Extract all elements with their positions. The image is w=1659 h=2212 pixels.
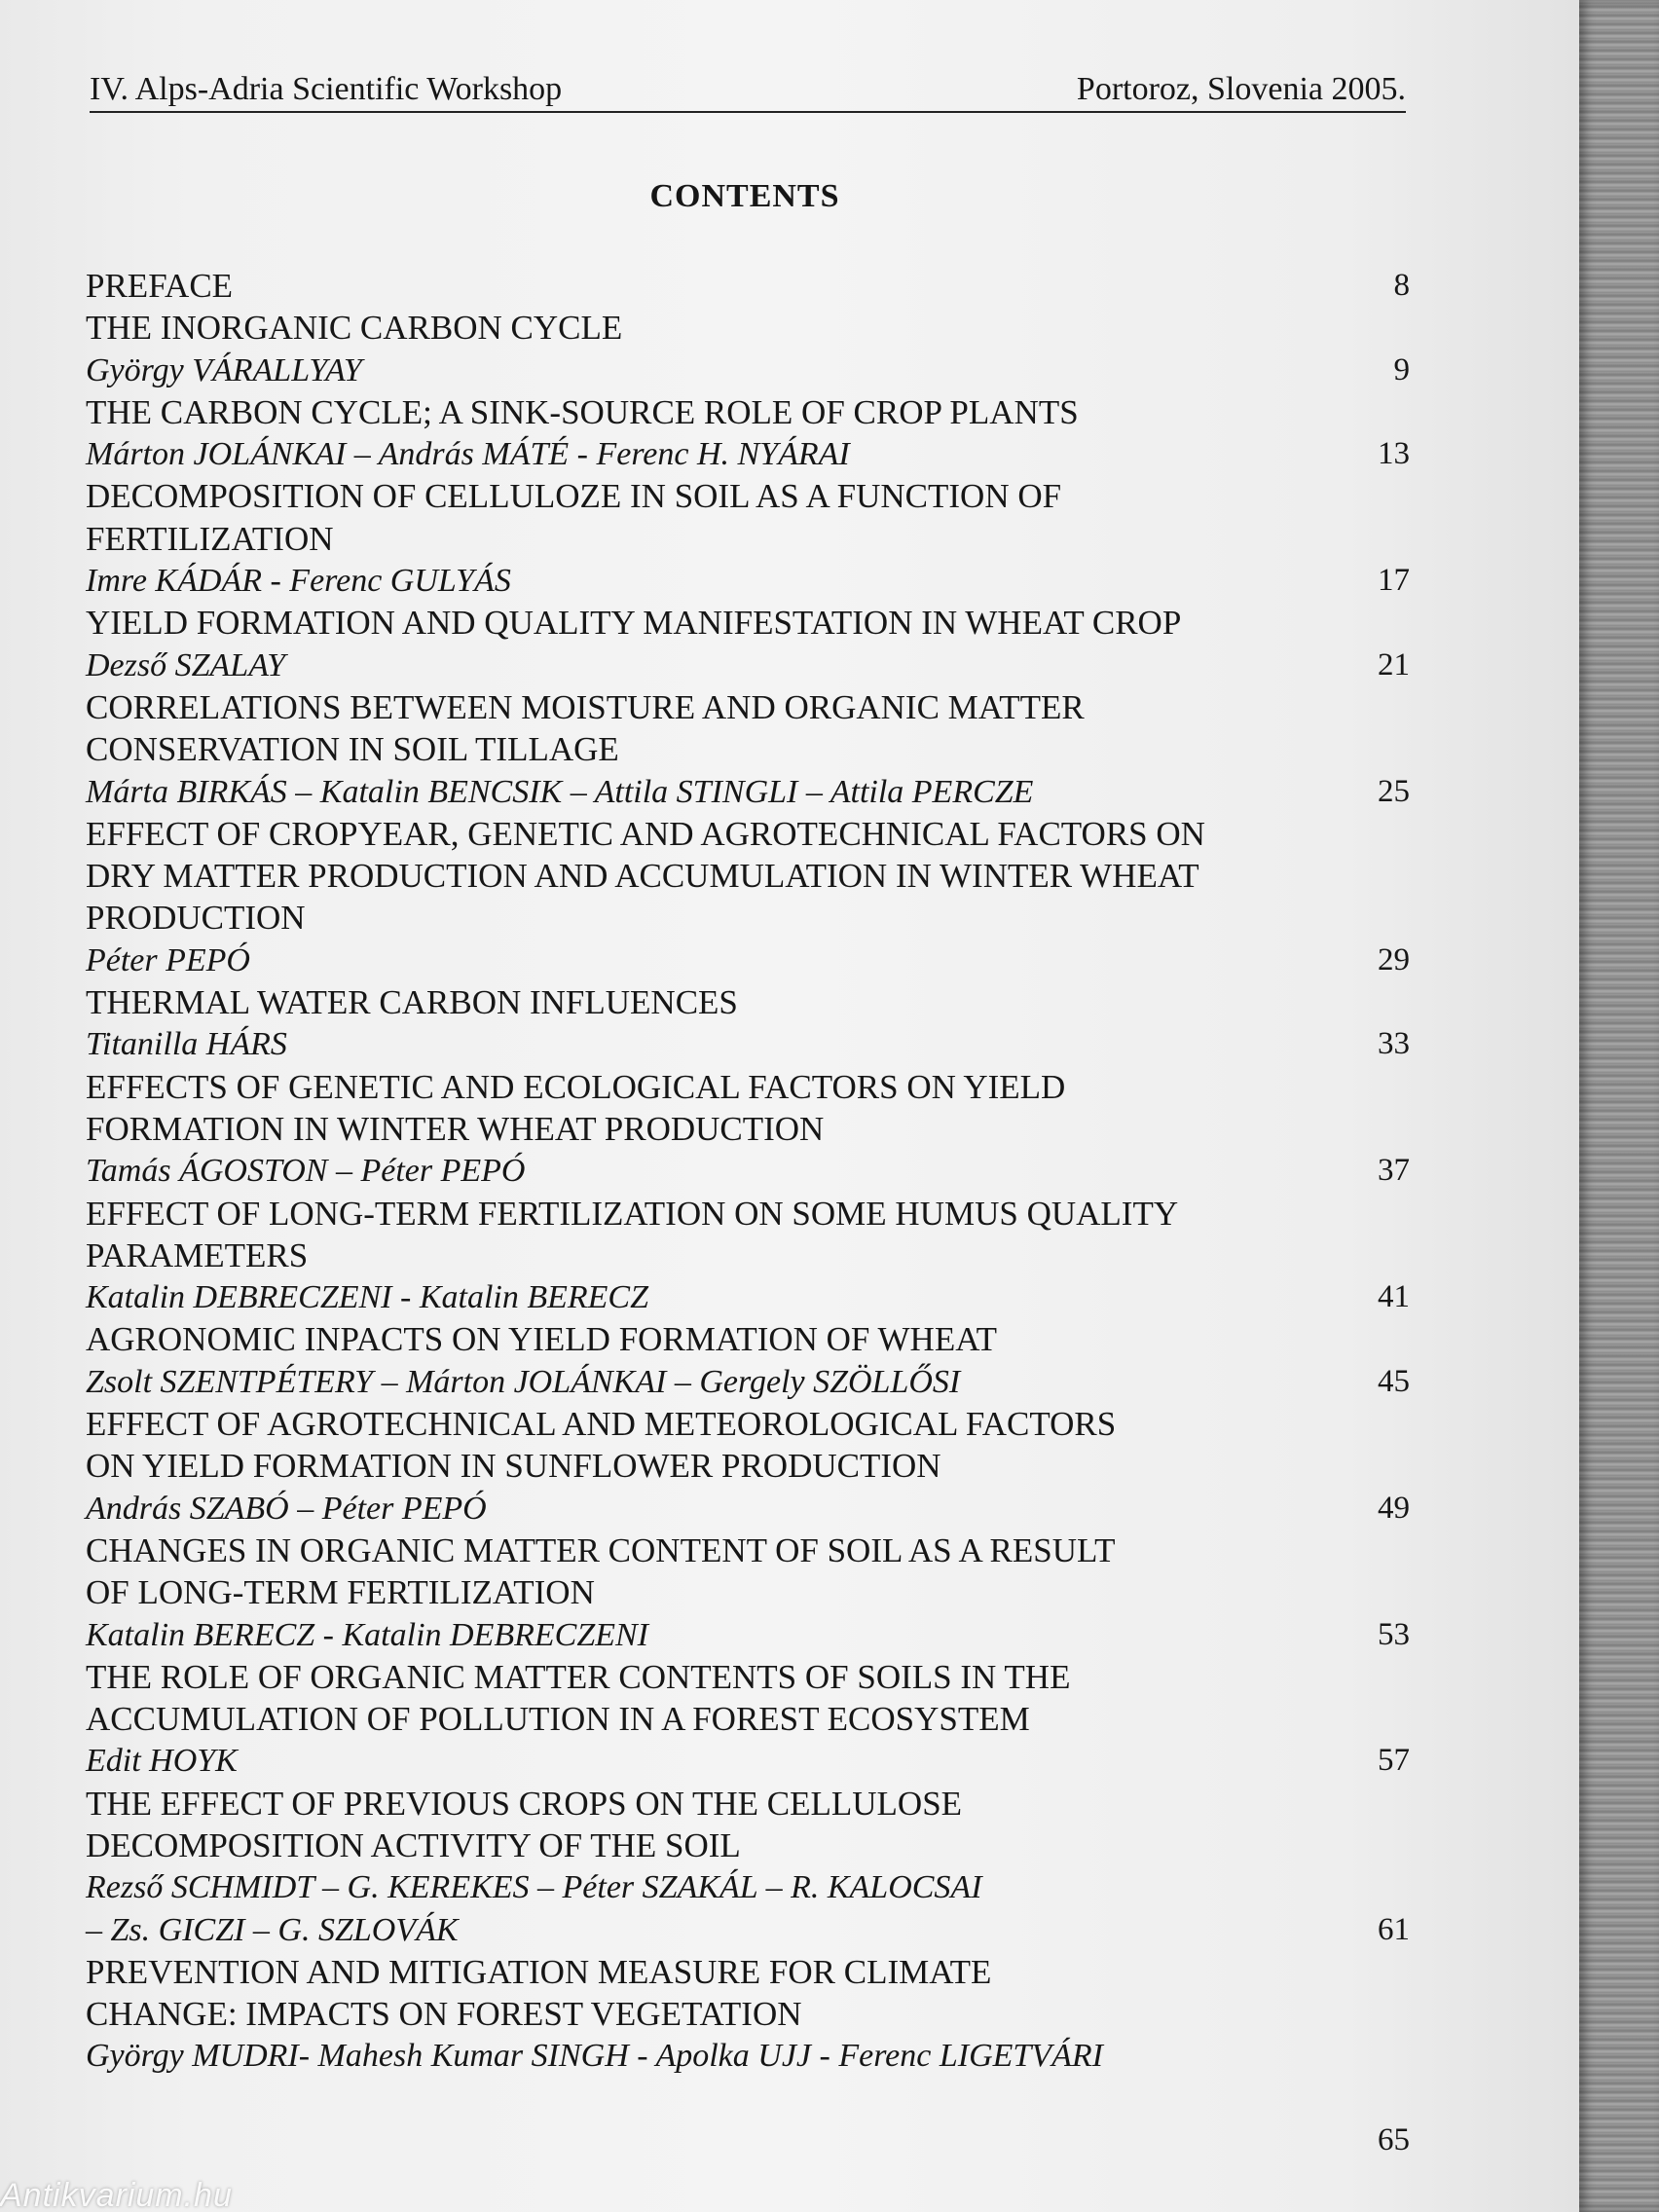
- toc-page-number: 65: [1378, 2122, 1410, 2158]
- toc-entry-title: THE INORGANIC CARBON CYCLE: [86, 309, 623, 348]
- toc-authors: György VÁRALLYAY: [86, 351, 362, 388]
- toc-title-line: [86, 1445, 1410, 1487]
- toc-authors: Katalin DEBRECZENI - Katalin BERECZ: [86, 1279, 648, 1316]
- page-title: CONTENTS: [649, 178, 840, 214]
- running-header: [90, 68, 1406, 113]
- toc-page-number: 53: [1378, 1616, 1410, 1652]
- toc-authors: Titanilla HÁRS: [86, 1026, 287, 1063]
- toc-page-number: 21: [1378, 646, 1410, 682]
- toc-entry-title: ON YIELD FORMATION IN SUNFLOWER PRODUCTION: [86, 1447, 941, 1486]
- toc-title-line: [86, 1698, 1410, 1740]
- toc-authors: Tamás ÁGOSTON – Péter PEPÓ: [86, 1153, 526, 1190]
- toc-title-line: [86, 1571, 1410, 1613]
- toc-author-line: [86, 433, 1410, 475]
- toc-page-number: 37: [1378, 1153, 1410, 1189]
- toc-page-number: 49: [1378, 1490, 1410, 1526]
- toc-title-line: [86, 307, 1410, 349]
- toc-title-line: [86, 728, 1410, 770]
- toc-page-number: 33: [1378, 1026, 1410, 1062]
- toc-entry-title: PRODUCTION: [86, 899, 306, 938]
- toc-entry-title: EFFECT OF AGROTECHNICAL AND METEOROLOGICAL FACTORS: [86, 1405, 1117, 1444]
- toc-author-line: [86, 1740, 1410, 1782]
- toc-title-line: [86, 1951, 1410, 1993]
- toc-title-line: [86, 518, 1410, 560]
- toc-page-number: 8: [1393, 268, 1410, 303]
- toc-authors: Imre KÁDÁR - Ferenc GULYÁS: [86, 563, 511, 600]
- toc-entry-title: EFFECT OF CROPYEAR, GENETIC AND AGROTECHNICAL FACTORS ON: [86, 814, 1205, 853]
- toc-entry-title: CORRELATIONS BETWEEN MOISTURE AND ORGANIC MATTER: [86, 687, 1085, 726]
- toc-title-line: [86, 1066, 1410, 1108]
- toc-entry-title: FERTILIZATION: [86, 519, 334, 558]
- toc-author-line: [86, 2035, 1410, 2077]
- toc-title-line: [86, 1193, 1410, 1235]
- toc-page-number: 17: [1378, 563, 1410, 599]
- toc-author-line: [86, 645, 1410, 686]
- toc-entry-title: PREVENTION AND MITIGATION MEASURE FOR CLIMATE: [86, 1952, 992, 1991]
- toc-entry-title: DECOMPOSITION ACTIVITY OF THE SOIL: [86, 1825, 741, 1864]
- toc-title-line: [86, 981, 1410, 1023]
- toc-page-number: 57: [1378, 1743, 1410, 1779]
- toc-page-number: 41: [1378, 1279, 1410, 1315]
- toc-entry-title: DRY MATTER PRODUCTION AND ACCUMULATION IN WINTER WHEAT: [86, 857, 1199, 896]
- toc-entry-title: THE ROLE OF ORGANIC MATTER CONTENTS OF SOILS IN THE: [86, 1657, 1071, 1696]
- toc-title-line: [86, 1530, 1410, 1571]
- toc-author-line: [86, 560, 1410, 602]
- header-left: IV. Alps-Adria Scientific Workshop: [90, 71, 563, 107]
- toc-author-line: [86, 1614, 1410, 1656]
- toc-title-line: [86, 897, 1410, 939]
- toc-author-line: [86, 771, 1410, 813]
- toc-entry-title: DECOMPOSITION OF CELLULOZE IN SOIL AS A FUNCTION OF: [86, 477, 1062, 516]
- toc-entry-title: PREFACE: [86, 267, 234, 305]
- toc-entry-title: CHANGE: IMPACTS ON FOREST VEGETATION: [86, 1995, 802, 2034]
- toc-authors: Edit HOYK: [86, 1743, 238, 1780]
- toc-authors: – Zs. GICZI – G. SZLOVÁK: [86, 1911, 459, 1948]
- toc-title-line: [86, 1318, 1410, 1360]
- toc-title-line: [86, 1993, 1410, 2035]
- toc-author-line: [86, 940, 1410, 981]
- toc-title-line: [86, 391, 1410, 433]
- toc-page-number: 45: [1378, 1363, 1410, 1399]
- toc-entry-title: THERMAL WATER CARBON INFLUENCES: [86, 983, 738, 1022]
- header-right: Portoroz, Slovenia 2005.: [1076, 71, 1406, 107]
- toc-page-number: 9: [1393, 351, 1410, 387]
- toc-authors: Zsolt SZENTPÉTERY – Márton JOLÁNKAI – Gergely SZÖLLŐSI: [86, 1363, 961, 1400]
- toc-authors: Péter PEPÓ: [86, 941, 250, 978]
- toc-entry-title: THE EFFECT OF PREVIOUS CROPS ON THE CELLULOSE: [86, 1784, 963, 1823]
- toc-authors: Márton JOLÁNKAI – András MÁTÉ - Ferenc H. NYÁRAI: [86, 436, 850, 473]
- toc-title-line: [86, 1235, 1410, 1276]
- toc-title-line: [86, 813, 1410, 855]
- toc-entry-title: EFFECT OF LONG-TERM FERTILIZATION ON SOME HUMUS QUALITY: [86, 1194, 1179, 1233]
- toc-page-number: 13: [1378, 436, 1410, 472]
- toc-title-line: [86, 475, 1410, 517]
- toc-title-line: [86, 2078, 1410, 2120]
- toc-author-line: [86, 1866, 1410, 1908]
- toc-author-line: [86, 1023, 1410, 1065]
- toc-title-line: [86, 265, 1410, 307]
- toc-entry-title: CONSERVATION IN SOIL TILLAGE: [86, 730, 619, 769]
- toc-title-line: [86, 855, 1410, 897]
- toc-title-line: [86, 1783, 1410, 1825]
- toc-entry-title: CHANGES IN ORGANIC MATTER CONTENT OF SOIL AS A RESULT: [86, 1530, 1116, 1569]
- watermark: Antikvarium.hu: [0, 2177, 233, 2212]
- toc-author-line: [86, 1488, 1410, 1530]
- toc-title-line: [86, 1656, 1410, 1698]
- book-binding: [1579, 0, 1659, 2212]
- toc-entry-title: THE CARBON CYCLE; A SINK-SOURCE ROLE OF CROP PLANTS: [86, 392, 1079, 431]
- toc-entry-title: OF LONG-TERM FERTILIZATION: [86, 1573, 595, 1612]
- toc-title-line: [86, 686, 1410, 728]
- toc-page-number: 29: [1378, 941, 1410, 977]
- toc-entry-title: AGRONOMIC INPACTS ON YIELD FORMATION OF WHEAT: [86, 1320, 997, 1359]
- toc-authors: György MUDRI- Mahesh Kumar SINGH - Apolka UJJ - Ferenc LIGETVÁRI: [86, 2038, 1103, 2075]
- toc-authors: Katalin BERECZ - Katalin DEBRECZENI: [86, 1616, 648, 1653]
- toc-author-line: [86, 1909, 1410, 1951]
- toc-page-number: 25: [1378, 773, 1410, 809]
- toc-author-line: [86, 350, 1410, 391]
- toc-author-line: [86, 1150, 1410, 1192]
- toc-title-line: [86, 1403, 1410, 1445]
- toc-entry-title: FORMATION IN WINTER WHEAT PRODUCTION: [86, 1109, 825, 1148]
- toc-author-line: [86, 1361, 1410, 1403]
- toc-title-line: [86, 2120, 1410, 2161]
- table-of-contents: [86, 265, 1410, 2161]
- toc-title-line: [86, 602, 1410, 644]
- toc-page-number: 61: [1378, 1911, 1410, 1947]
- toc-entry-title: YIELD FORMATION AND QUALITY MANIFESTATION IN WHEAT CROP: [86, 604, 1182, 643]
- toc-entry-title: ACCUMULATION OF POLLUTION IN A FOREST ECOSYSTEM: [86, 1700, 1030, 1739]
- toc-title-line: [86, 1825, 1410, 1866]
- toc-authors: András SZABÓ – Péter PEPÓ: [86, 1490, 487, 1527]
- toc-entry-title: PARAMETERS: [86, 1235, 309, 1274]
- toc-title-line: [86, 1108, 1410, 1150]
- toc-authors: Dezső SZALAY: [86, 646, 285, 683]
- toc-entry-title: EFFECTS OF GENETIC AND ECOLOGICAL FACTORS ON YIELD: [86, 1067, 1066, 1106]
- toc-author-line: [86, 1276, 1410, 1318]
- toc-authors: Rezső SCHMIDT – G. KEREKES – Péter SZAKÁL – R. KALOCSAI: [86, 1869, 982, 1906]
- toc-authors: Márta BIRKÁS – Katalin BENCSIK – Attila STINGLI – Attila PERCZE: [86, 773, 1034, 810]
